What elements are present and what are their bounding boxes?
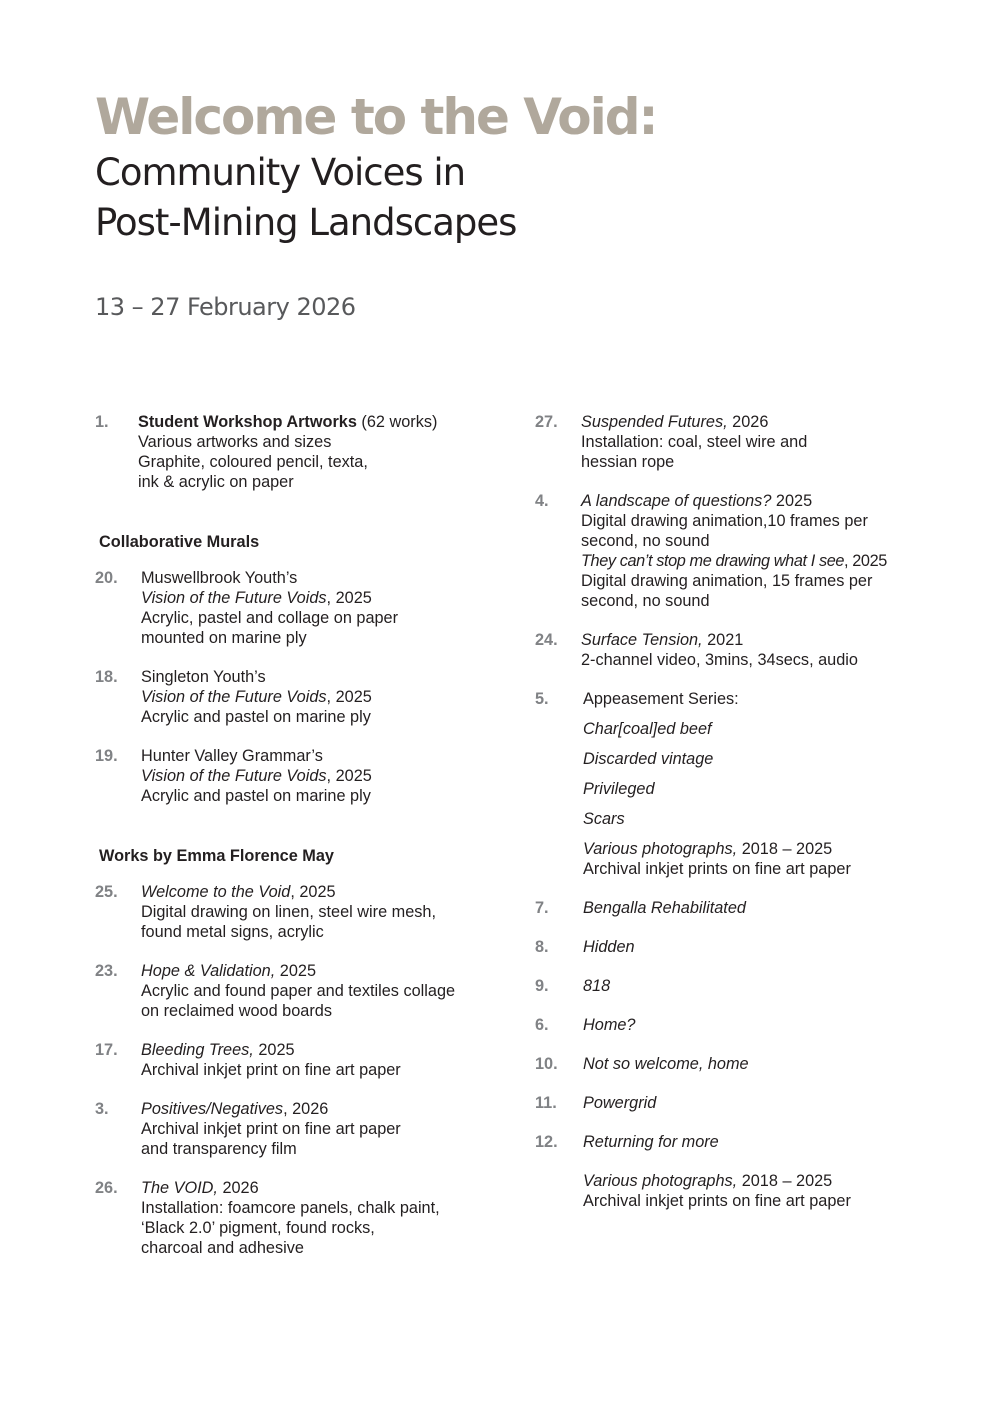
artwork-medium: Installation: foamcore panels, chalk paint, bbox=[141, 1199, 440, 1217]
artwork-title-line bbox=[141, 687, 515, 707]
artwork-title: Vision of the Future Voids bbox=[141, 688, 327, 706]
artwork-medium: Various artworks and sizes bbox=[138, 433, 332, 451]
artwork-entry bbox=[95, 961, 515, 1021]
artwork-title-line bbox=[581, 630, 955, 650]
artwork-details bbox=[141, 1040, 515, 1080]
artwork-details bbox=[581, 491, 955, 611]
artwork-details bbox=[583, 1171, 955, 1211]
artwork-details bbox=[581, 630, 955, 670]
artwork-title: A landscape of questions? bbox=[581, 492, 772, 510]
artwork-entry bbox=[95, 882, 515, 942]
series-item: Privileged bbox=[583, 780, 655, 798]
artwork-title: 818 bbox=[583, 977, 611, 995]
artwork-title-line bbox=[141, 1040, 515, 1060]
artwork-title-line bbox=[583, 839, 955, 859]
artwork-title: Powergrid bbox=[583, 1094, 657, 1112]
artwork-year: 2025 bbox=[771, 492, 813, 510]
section-heading-works: Works by Emma Florence May bbox=[99, 847, 334, 865]
artwork-entry bbox=[535, 937, 955, 957]
artwork-medium: mounted on marine ply bbox=[141, 629, 307, 647]
right-column bbox=[535, 412, 955, 1211]
artwork-year: 2025 bbox=[253, 1041, 295, 1059]
artwork-medium: Acrylic and found paper and textiles collage bbox=[141, 982, 456, 1000]
artwork-medium: and transparency film bbox=[141, 1140, 297, 1158]
artwork-title: Vision of the Future Voids bbox=[141, 767, 327, 785]
artwork-details bbox=[141, 1099, 515, 1159]
artwork-title-line bbox=[581, 551, 955, 571]
artwork-details bbox=[583, 937, 955, 957]
artwork-medium: second, no sound bbox=[581, 532, 710, 550]
artwork-title: They can’t stop me drawing what I see bbox=[581, 552, 845, 570]
artwork-title-line bbox=[138, 412, 515, 432]
artwork-number: 17. bbox=[95, 1041, 118, 1059]
artwork-title: Home? bbox=[583, 1016, 636, 1034]
artwork-number: 23. bbox=[95, 962, 118, 980]
artwork-medium: Archival inkjet print on fine art paper bbox=[141, 1120, 401, 1138]
artwork-title-line bbox=[141, 588, 515, 608]
series-item: Char[coal]ed beef bbox=[583, 720, 712, 738]
artwork-details bbox=[141, 882, 515, 942]
artwork-entry bbox=[535, 1015, 955, 1035]
artwork-title: Hidden bbox=[583, 938, 635, 956]
artwork-medium: ‘Black 2.0’ pigment, found rocks, bbox=[141, 1219, 375, 1237]
artwork-medium: hessian rope bbox=[581, 453, 675, 471]
artwork-details bbox=[141, 568, 515, 648]
artwork-number: 25. bbox=[95, 883, 118, 901]
artwork-artist: Singleton Youth’s bbox=[141, 668, 266, 686]
artwork-year: 2026 bbox=[217, 1179, 259, 1197]
artwork-entry bbox=[535, 1171, 955, 1211]
artwork-details bbox=[583, 689, 955, 879]
artwork-details bbox=[583, 1054, 955, 1074]
artwork-entry bbox=[95, 1040, 515, 1080]
artwork-entry bbox=[535, 1054, 955, 1074]
subtitle-line: Post-Mining Landscapes bbox=[95, 201, 517, 244]
artwork-title: Hope & Validation, bbox=[141, 962, 276, 980]
artwork-title-line bbox=[141, 882, 515, 902]
artwork-medium: Acrylic, pastel and collage on paper bbox=[141, 609, 399, 627]
artwork-entry bbox=[535, 412, 955, 472]
artwork-medium: Archival inkjet prints on fine art paper bbox=[583, 1192, 851, 1210]
artwork-medium: Digital drawing animation,10 frames per bbox=[581, 512, 868, 530]
artwork-number: 10. bbox=[535, 1055, 558, 1073]
artwork-entry bbox=[535, 898, 955, 918]
subtitle-line: Community Voices in bbox=[95, 151, 466, 194]
artwork-year: , 2025 bbox=[326, 767, 372, 785]
artwork-entry bbox=[535, 491, 955, 611]
exhibition-dates: 13 – 27 February 2026 bbox=[95, 293, 356, 321]
artwork-entry bbox=[95, 667, 515, 727]
artwork-medium: Archival inkjet prints on fine art paper bbox=[583, 860, 851, 878]
artwork-medium: Installation: coal, steel wire and bbox=[581, 433, 808, 451]
artwork-title-line bbox=[141, 1099, 515, 1119]
artwork-title: Welcome to the Void bbox=[141, 883, 291, 901]
artwork-medium: Digital drawing on linen, steel wire mesh, bbox=[141, 903, 437, 921]
artwork-title: Not so welcome, home bbox=[583, 1055, 749, 1073]
artwork-number: 6. bbox=[535, 1016, 549, 1034]
artwork-title-line bbox=[141, 766, 515, 786]
artwork-number: 9. bbox=[535, 977, 549, 995]
artwork-details bbox=[138, 412, 515, 492]
artwork-entry bbox=[95, 568, 515, 648]
artwork-number: 5. bbox=[535, 690, 549, 708]
artwork-entry bbox=[95, 746, 515, 806]
artwork-details bbox=[583, 976, 955, 996]
artwork-entry bbox=[535, 976, 955, 996]
artwork-details bbox=[141, 1178, 515, 1258]
artwork-medium: Archival inkjet print on fine art paper bbox=[141, 1061, 401, 1079]
series-item: Scars bbox=[583, 810, 625, 828]
artwork-year: 2025 bbox=[275, 962, 317, 980]
artwork-medium: Acrylic and pastel on marine ply bbox=[141, 787, 371, 805]
artwork-title: Bleeding Trees, bbox=[141, 1041, 254, 1059]
section-heading-murals: Collaborative Murals bbox=[99, 533, 260, 551]
artwork-entry bbox=[535, 689, 955, 879]
artwork-details bbox=[583, 1132, 955, 1152]
artwork-number: 18. bbox=[95, 668, 118, 686]
artwork-number: 11. bbox=[535, 1094, 557, 1112]
artwork-number: 27. bbox=[535, 413, 558, 431]
exhibition-subtitle bbox=[95, 148, 516, 248]
artwork-details bbox=[583, 898, 955, 918]
artwork-title: The VOID, bbox=[141, 1179, 218, 1197]
left-column bbox=[95, 412, 515, 1258]
artwork-year: 2026 bbox=[727, 413, 769, 431]
artwork-count: (62 works) bbox=[356, 413, 438, 431]
artwork-medium: ink & acrylic on paper bbox=[138, 473, 294, 491]
artwork-entry bbox=[535, 1132, 955, 1152]
artwork-title-line bbox=[581, 412, 955, 432]
artwork-details bbox=[583, 1015, 955, 1035]
artwork-details bbox=[141, 667, 515, 727]
artwork-medium: on reclaimed wood boards bbox=[141, 1002, 332, 1020]
series-item: Discarded vintage bbox=[583, 750, 714, 768]
artwork-title: Suspended Futures, bbox=[581, 413, 728, 431]
artwork-medium: Acrylic and pastel on marine ply bbox=[141, 708, 371, 726]
artwork-year: 2018 – 2025 bbox=[737, 1172, 833, 1190]
artwork-entry bbox=[95, 412, 515, 492]
artwork-number: 1. bbox=[95, 413, 109, 431]
artwork-number: 19. bbox=[95, 747, 118, 765]
artwork-medium: Graphite, coloured pencil, texta, bbox=[138, 453, 368, 471]
artwork-number: 24. bbox=[535, 631, 558, 649]
artwork-title: Various photographs, bbox=[583, 840, 738, 858]
artwork-year: , 2025 bbox=[844, 552, 887, 570]
artwork-year: 2018 – 2025 bbox=[737, 840, 833, 858]
artwork-title-line bbox=[141, 961, 515, 981]
artwork-number: 20. bbox=[95, 569, 118, 587]
artwork-medium: charcoal and adhesive bbox=[141, 1239, 304, 1257]
artwork-title-line bbox=[583, 1171, 955, 1191]
artwork-number: 3. bbox=[95, 1100, 109, 1118]
artwork-number: 26. bbox=[95, 1179, 118, 1197]
artwork-year: , 2025 bbox=[326, 688, 372, 706]
artwork-entry bbox=[95, 1099, 515, 1159]
series-label: Appeasement Series: bbox=[583, 690, 739, 708]
artwork-year: , 2025 bbox=[290, 883, 336, 901]
artwork-title: Returning for more bbox=[583, 1133, 719, 1151]
artwork-number: 4. bbox=[535, 492, 549, 510]
artwork-title: Surface Tension, bbox=[581, 631, 703, 649]
exhibition-title: Welcome to the Void: bbox=[95, 88, 657, 146]
artwork-title: Positives/Negatives bbox=[141, 1100, 284, 1118]
artwork-details bbox=[141, 746, 515, 806]
artwork-year: , 2025 bbox=[326, 589, 372, 607]
artwork-medium: found metal signs, acrylic bbox=[141, 923, 324, 941]
artwork-medium: 2-channel video, 3mins, 34secs, audio bbox=[581, 651, 858, 669]
artwork-year: 2021 bbox=[702, 631, 744, 649]
artwork-title-line bbox=[581, 491, 955, 511]
artwork-details bbox=[583, 1093, 955, 1113]
artwork-number: 7. bbox=[535, 899, 549, 917]
artwork-entry bbox=[95, 1178, 515, 1258]
artwork-artist: Muswellbrook Youth’s bbox=[141, 569, 298, 587]
artwork-details bbox=[141, 961, 515, 1021]
artwork-title: Various photographs, bbox=[583, 1172, 738, 1190]
artwork-title: Bengalla Rehabilitated bbox=[583, 899, 746, 917]
artwork-number: 12. bbox=[535, 1133, 558, 1151]
artwork-title: Student Workshop Artworks bbox=[138, 413, 357, 431]
artwork-medium: second, no sound bbox=[581, 592, 710, 610]
artwork-entry bbox=[535, 1093, 955, 1113]
artwork-details bbox=[581, 412, 955, 472]
artwork-title: Vision of the Future Voids bbox=[141, 589, 327, 607]
artwork-medium: Digital drawing animation, 15 frames per bbox=[581, 572, 873, 590]
artwork-year: , 2026 bbox=[283, 1100, 329, 1118]
artwork-number: 8. bbox=[535, 938, 549, 956]
artwork-entry bbox=[535, 630, 955, 670]
artwork-title-line bbox=[141, 1178, 515, 1198]
artwork-artist: Hunter Valley Grammar’s bbox=[141, 747, 323, 765]
